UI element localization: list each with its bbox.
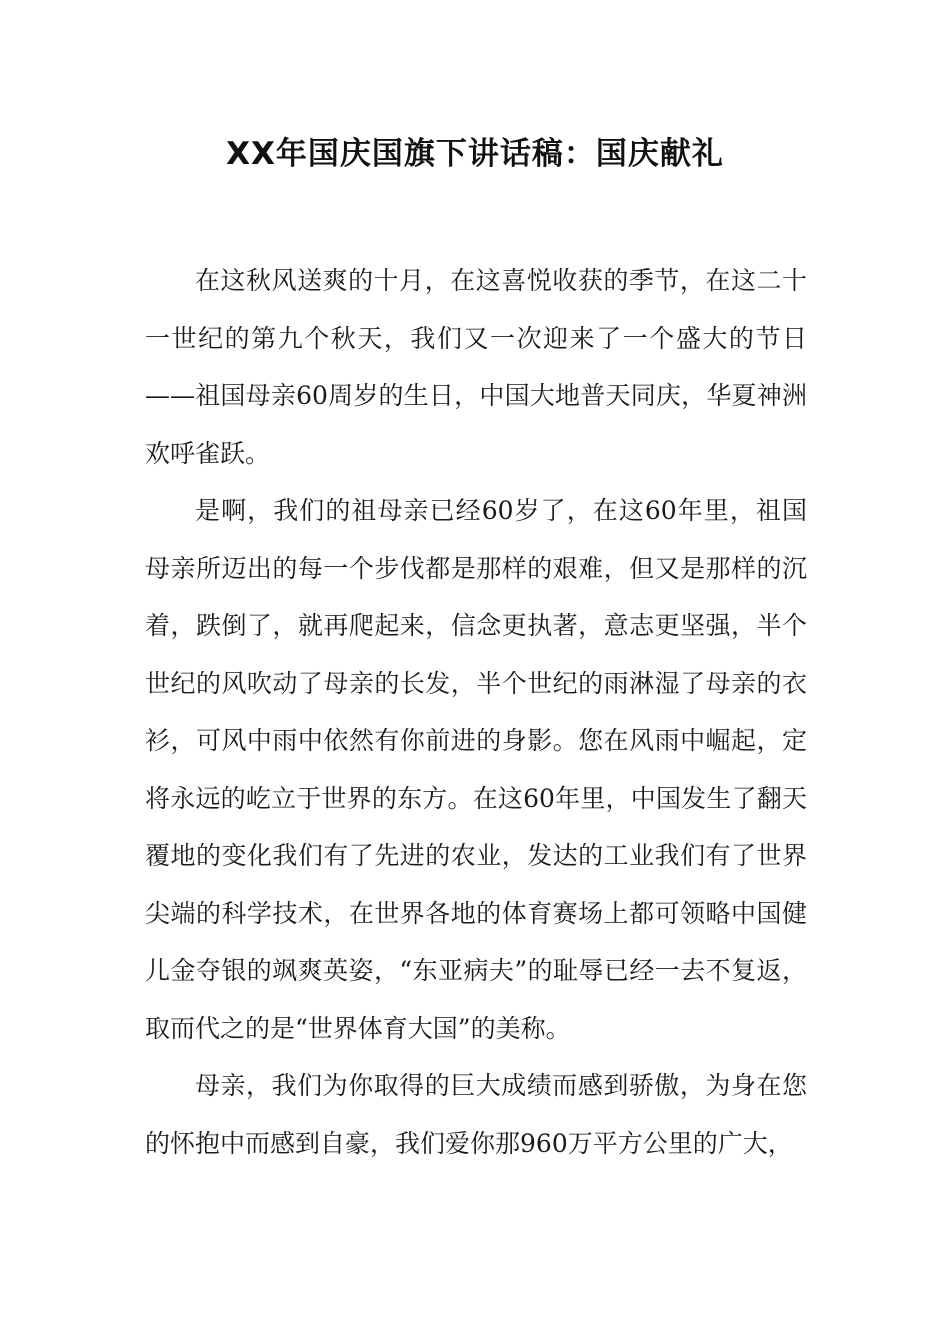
document-body	[145, 252, 807, 1172]
paragraph-2: 是啊，我们的祖母亲已经60岁了，在这60年里，祖国母亲所迈出的每一个步伐都是那样的艰难，但又是那样的沉着，跌倒了，就再爬起来，信念更执著，意志更坚强，半个世纪的风吹动了母亲的长发，半个世纪的雨淋湿了母亲的衣衫，可风中雨中依然有你前进的身影。您在风雨中崛起，定将永远的屹立于世界的东方。在这60年里，中国发生了翻天覆地的变化我们有了先进的农业，发达的工业我们有了世界尖端的科学技术，在世界各地的体育赛场上都可领略中国健儿金夺银的飒爽英姿，“东亚病夫”的耻辱已经一去不复返，取而代之的是“世界体育大国”的美称。	[145, 496, 807, 1043]
paragraph-3: 母亲，我们为你取得的巨大成绩而感到骄傲，为身在您的怀抱中而感到自豪，我们爱你那960万平方公里的广大，	[145, 1071, 807, 1158]
document-title: XX年国庆国旗下讲话稿：国庆献礼	[226, 136, 724, 172]
paragraph-1: 在这秋风送爽的十月，在这喜悦收获的季节，在这二十一世纪的第九个秋天，我们又一次迎来了一个盛大的节日——祖国母亲60周岁的生日，中国大地普天同庆，华夏神洲欢呼雀跃。	[145, 266, 807, 468]
